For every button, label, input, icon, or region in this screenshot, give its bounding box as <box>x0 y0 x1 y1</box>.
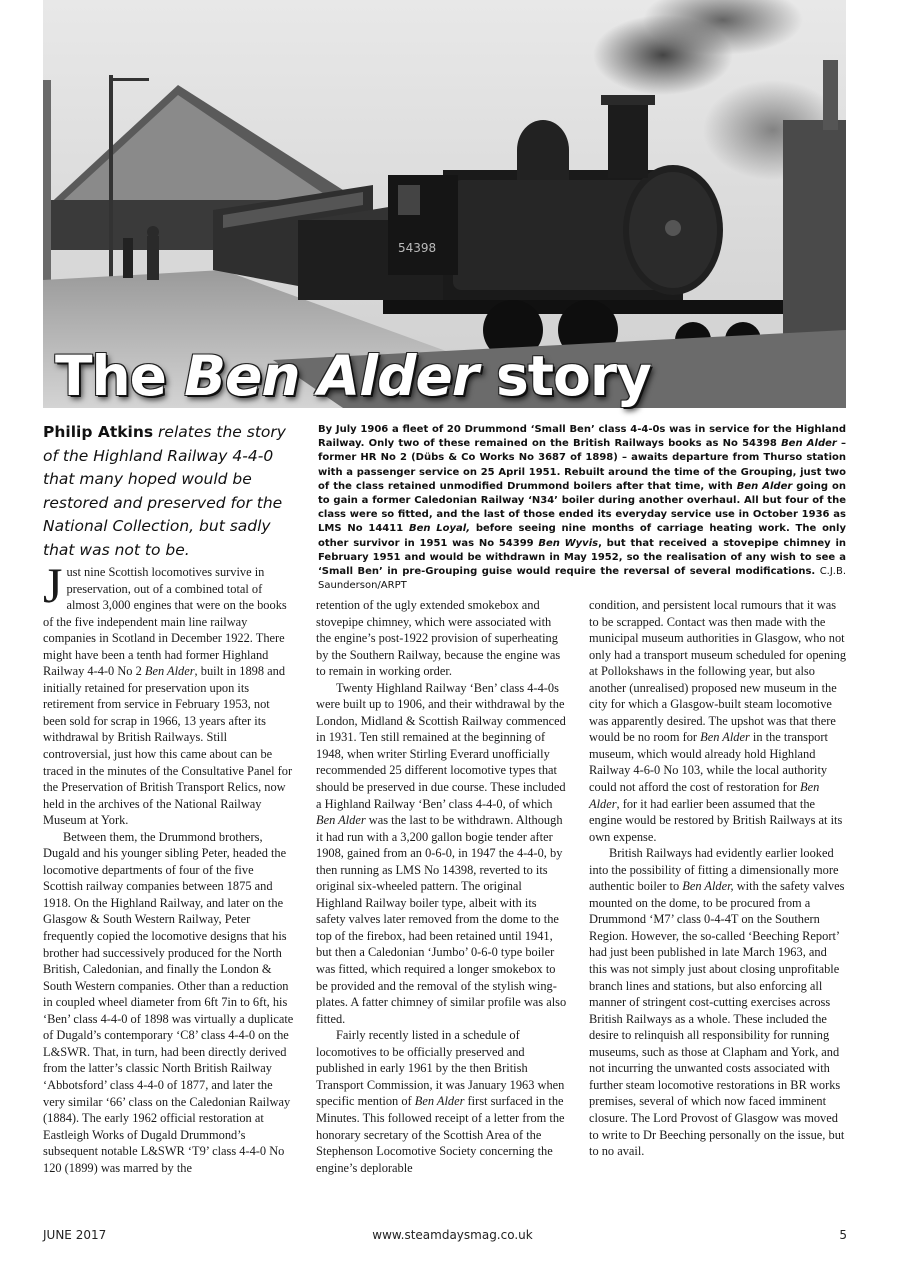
standfirst: Philip Atkins relates the story of the Highland Railway 4-4-0 that many hoped would be restored and preserved for the National Collection, but sadly that was not to be. <box>43 423 286 559</box>
author-name: Philip Atkins <box>43 423 154 441</box>
paragraph: Between them, the Drummond brothers, Dugald and his younger sibling Peter, headed the locomotive departments of four of the five Scottish railway companies between 1875 and 1918. On the Highland Railway, and later on the Glasgow & South Western Railway, Peter frequently copied the locomotive designs that his brother had successively produced for the North British, Caledonian, and finally the London & South Western companies. Other than a reduction in coupled wheel diameter from 6ft 7in to 6ft, his ‘Ben’ class 4-4-0 of 1898 was virtually a duplicate of Dugald’s contemporary ‘C8’ class 4-4-0 on the L&SWR. That, in turn, had been directly derived from the latter’s classic North British Railway ‘Abbotsford’ class 4-4-0 of 1877, and later the very similar ‘66’ class on the Caledonian Railway (1884). The early 1962 official restoration at Eastleigh Works of Dugald Drummond’s subsequent notable L&SWR ‘T9’ class 4-4-0 No 120 (1899) was marred by the <box>43 829 294 1175</box>
paragraph: retention of the ugly extended smokebox and stovepipe chimney, which were associated with the engine’s post-1922 provision of superheating by the Southern Railway, because the engine was to remain in working order. <box>316 598 561 679</box>
body-column-2 <box>316 597 569 1176</box>
photo-caption: By July 1906 a fleet of 20 Drummond ‘Small Ben’ class 4-4-0s was in service for the Highland Railway. Only two of these remained on the British Railways books as No 54398 Ben Alder – former HR No 2 (Dübs & Co Works No 3687 of 1898) – awaits departure from Thurso station with a passenger service on 25 April 1951. Rebuilt around the time of the Grouping, just two of the class retained unmodified Drummond boilers after that time, with Ben Alder going on to gain a former Caledonian Railway ‘N34’ boiler during another overhaul. All but four of the class were so fitted, and the last of those ended its everyday service use in October 1936 as LMS No 14411 Ben Loyal, before seeing nine months of carriage heating work. The only other survivor in 1951 was No 54399 Ben Wyvis, but that received a stovepipe chimney in February 1951 and would be withdrawn in May 1952, so the realisation of any wish to see a ‘Small Ben’ in pre-Grouping guise would require the reversal of several modifications. C.J.B. Saunderson/ARPT <box>318 424 847 592</box>
paragraph: Fairly recently listed in a schedule of locomotives to be officially preserved and published in early 1961 by the then British Transport Commission, it was January 1963 when specific mention of Ben Alder first surfaced in the Minutes. This followed receipt of a letter from the honorary secretary of the Scottish Area of the Stephenson Locomotive Society concerning the engine’s deplorable <box>316 1028 565 1175</box>
paragraph: condition, and persistent local rumours that it was to be scrapped. Contact was then made with the municipal museum authorities in Glasgow, who not only had a transport museum scheduled for opening at Pollokshaws in the following year, but also another (unrealised) proposed new museum in the city for which a Glasgow-built steam locomotive was apparently desired. The upshot was that there would be no room for Ben Alder in the transport museum, which would already hold Highland Railway 4-6-0 No 103, while the local authority could not afford the cost of restoration for Ben Alder, for it had earlier been assumed that the engine would be restored by British Railways at its own expense. <box>589 598 847 844</box>
cab-number: 54398 <box>398 241 437 255</box>
paragraph: Just nine Scottish locomotives survive in preservation, out of a combined total of almost 3,000 engines that were on the books of the five independent main line railway companies in Scotland in December 1922. There might have been a tenth had former Highland Railway 4-4-0 No 2 Ben Alder, built in 1898 and initially retained for preservation upon its retirement from service in February 1953, not been sold for scrap in 1966, 13 years after its withdrawal by British Railways. Still controversial, just how this came about can be traced in the minutes of the Consultative Panel for the Preservation of British Transport Relics, now held in the archives of the National Railway Museum at York. <box>43 557 293 828</box>
page-number: 5 <box>839 1228 847 1242</box>
footer-date: JUNE 2017 <box>43 1228 107 1242</box>
drop-cap: J <box>43 557 63 613</box>
body-column-3 <box>589 597 847 1160</box>
photo-credit: C.J.B. Saunderson/ARPT <box>318 566 847 592</box>
paragraph: British Railways had evidently earlier looked into the possibility of fitting a dimensionally more authentic boiler to Ben Alder, with the safety valves mounted on the dome, to be procured from a Drummond ‘M7’ class 0-4-4T on the Southern Region. However, the so-called ‘Beeching Report’ had just been published in late March 1963, and this was not simply just about closing unprofitable branch lines and stations, but also enforcing all manner of stringent cost-cutting exercises across British Railways as a whole. These included the desire to relinquish all responsibility for running museums, such as those at Clapham and York, and not incurring the unwanted costs associated with further steam locomotive restorations in BR works premises, several of which now faced imminent closure. The Lord Provost of Glasgow was moved to write to Dr Beeching personally on the issue, but to no avail. <box>589 846 845 1159</box>
body-column-1 <box>43 557 296 1176</box>
footer-url: www.steamdaysmag.co.uk <box>372 1228 533 1242</box>
paragraph: Twenty Highland Railway ‘Ben’ class 4-4-0s were built up to 1906, and their withdrawal by the London, Midland & Scottish Railway commenced in 1931. Ten still remained at the beginning of 1948, when writer Stirling Everard unofficially recommended 25 different locomotive types that should be preserved in due course. These included a Highland Railway ‘Ben’ class 4-4-0, of which Ben Alder was the last to be withdrawn. Although it had run with a 3,200 gallon bogie tender after 1908, gained from an 0-6-0, in 1947 the 4-4-0, by then running as LMS No 14398, reverted to its original six-wheeled pattern. The original Highland Railway boiler type, albeit with its safety valves later removed from the dome to the top of the firebox, had been retained until 1941, but then a Caledonian ‘Jumbo’ 0-6-0 type boiler was fitted, which required a longer smokebox to be provided and the removal of the stylish wing-plates. A fatter chimney of similar profile was also fitted. <box>316 680 567 1026</box>
article-title: The Ben Alder story <box>55 344 651 408</box>
